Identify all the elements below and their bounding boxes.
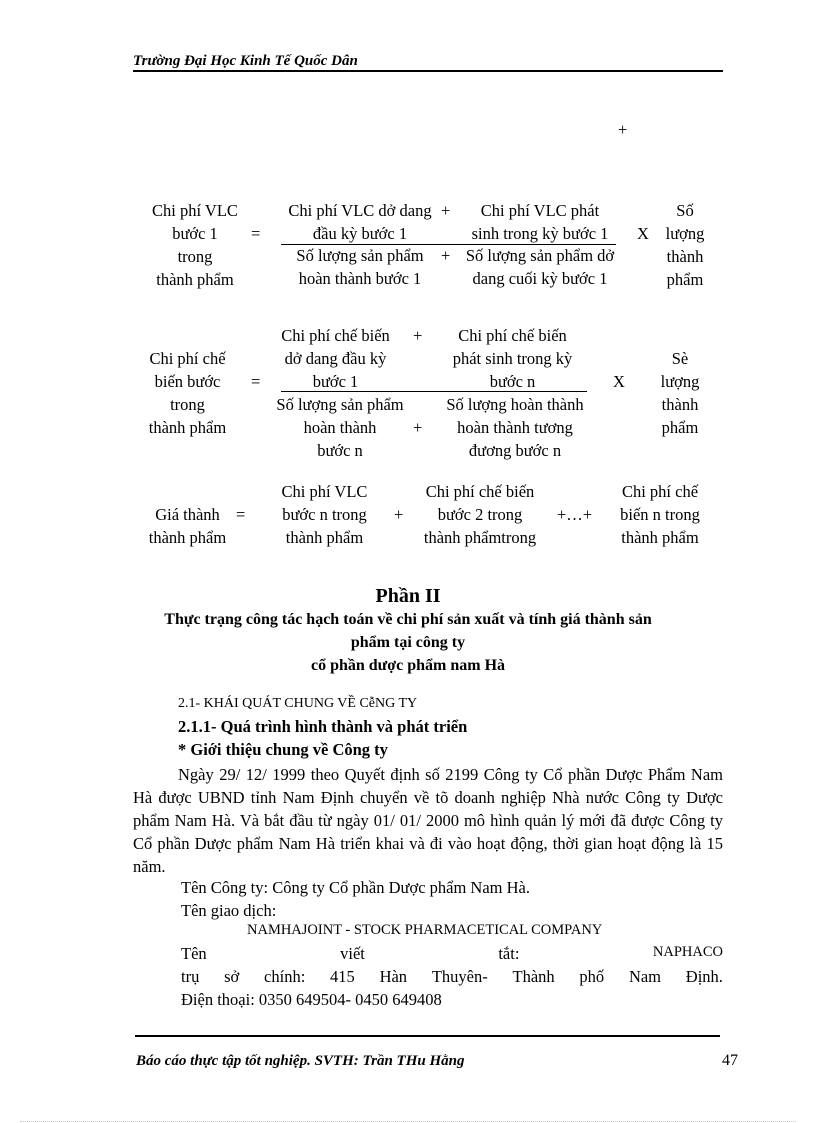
f2-lhs-line: trong <box>170 395 205 414</box>
f3-plus: + <box>394 505 404 524</box>
f2-den-a <box>265 393 415 462</box>
f3-ellipsis: +…+ <box>557 505 593 524</box>
f1-den-plus: + <box>441 246 451 265</box>
f1-num-a <box>270 199 450 245</box>
f2-lhs <box>130 347 245 439</box>
page-bottom-dotted-border <box>20 1121 796 1122</box>
f1-lhs-line: bước 1 <box>172 224 218 243</box>
f3-lhs-line: thành phẩm <box>148 528 227 547</box>
f2-den-b-line: đương bước n <box>468 441 562 460</box>
hq-word: Hàn <box>379 967 408 986</box>
f1-den-b <box>455 244 625 290</box>
hq-word: Nam <box>628 967 662 986</box>
f1-den-a <box>270 244 450 290</box>
f1-num-b <box>455 199 625 245</box>
f1-lhs-line: thành phẩm <box>156 270 234 289</box>
f2-num-a-line: bước 1 <box>312 372 359 391</box>
header-rule <box>133 70 723 72</box>
abbreviation-line <box>181 944 723 964</box>
f1-lhs-line: Chi phí VLC <box>152 201 238 220</box>
page-number: 47 <box>722 1052 738 1069</box>
hq-word: phố <box>579 967 605 986</box>
f1-lhs <box>130 199 260 291</box>
paragraph-1: Ngày 29/ 12/ 1999 theo Quyết định số 2199 Công ty Cổ phần Dược Phẩm Nam Hà được UBND tỉnh Nam Định chuyển về tõ doanh nghiệp Nhà nước Công ty Dược phẩm Nam Hà. Và bắt đầu từ ngày 01/ 01/ 2000 mô hình quản lý mới đã được Công ty Cổ phần Dược phẩm Nam Hà triển khai và đi vào hoạt động, thời gian hoạt động là 15 năm. <box>133 765 723 876</box>
hq-word: Định. <box>685 967 723 986</box>
f2-lhs-line: biến bước <box>154 372 221 391</box>
f1-equals: = <box>251 224 261 243</box>
company-name: Tên Công ty: Công ty Cổ phần Dược phẩm Nam Hà. <box>181 878 530 897</box>
f2-num-b <box>420 324 605 393</box>
abbr-value: NAPHACO <box>652 944 723 960</box>
trade-name-label: Tên giao dịch: <box>181 901 277 920</box>
f2-rhs <box>645 347 715 439</box>
part-subtitle-line-3: cổ phần dược phẩm nam Hà <box>310 657 506 674</box>
f1-num-a-line: đầu kỳ bước 1 <box>312 224 408 243</box>
f3-term-2-line: thành phẩmtrong <box>423 528 537 547</box>
f1-num-b-line: Chi phí VLC phát <box>480 201 600 220</box>
f1-rhs-line: lượng <box>665 224 705 243</box>
f1-rhs-line: thành <box>666 247 704 266</box>
f1-num-a-line: Chi phí VLC dở dang <box>288 201 432 220</box>
abbr-word: tắt: <box>498 944 520 963</box>
f2-den-a-line: bước n <box>317 441 363 460</box>
f2-num-a-line: dở dang đầu kỳ <box>284 349 387 368</box>
hq-word: 415 <box>330 967 355 986</box>
f2-den-b-line: hoàn thành tương <box>457 418 573 437</box>
f2-den-a-line: hoàn thành <box>303 418 377 437</box>
f1-lhs-line: trong <box>177 247 213 266</box>
f2-lhs-line: thành phẩm <box>148 418 227 437</box>
headquarters-line <box>181 967 723 987</box>
f2-lhs-line: Chi phí chế <box>149 349 226 368</box>
f2-num-plus: + <box>413 326 423 345</box>
f1-den-a-line: Số lượng sản phẩm <box>296 246 424 265</box>
f1-den-a-line: hoàn thành bước 1 <box>298 269 422 288</box>
f3-term-3-line: biến n trong <box>620 505 700 524</box>
phone-line: Điện thoại: 0350 649504- 0450 649408 <box>181 990 442 1009</box>
f3-term-1-line: bước n trong <box>282 505 367 524</box>
f2-num-b-line: phát sinh trong kỳ <box>452 349 573 368</box>
section-heading: 2.1- KHÁI QUÁT CHUNG VỀ CễNG TY <box>178 696 418 711</box>
f3-term-3-line: thành phẩm <box>621 528 699 547</box>
abbr-word: viết <box>340 944 365 963</box>
f3-lhs-line: Giá thành <box>155 505 220 524</box>
footer-report: Báo cáo thực tập tốt nghiệp. SVTH: Trần THu Hằng <box>136 1053 465 1069</box>
hq-word: Thành <box>512 967 555 986</box>
hq-word: trụ <box>181 967 200 986</box>
part-subtitle-line-2: phẩm tại công ty <box>350 634 466 651</box>
f2-num-b-line: Chi phí chế biến <box>458 326 567 345</box>
stray-plus: + <box>618 120 628 139</box>
f3-term-3 <box>605 480 715 549</box>
f3-term-2-line: Chi phí chế biến <box>425 482 535 501</box>
f3-term-1-line: Chi phí VLC <box>281 482 368 501</box>
f1-den-b-line: Số lượng sản phẩm dở <box>465 246 615 265</box>
trade-name-value: NAMHAJOINT - STOCK PHARMACETICAL COMPANY <box>247 922 603 938</box>
f1-times: X <box>637 224 649 243</box>
f2-equals: = <box>251 372 261 391</box>
f1-num-b-line: sinh trong kỳ bước 1 <box>471 224 609 243</box>
f3-term-1-line: thành phẩm <box>285 528 364 547</box>
f2-times: X <box>613 372 625 391</box>
part-title: Phần II <box>375 585 441 607</box>
f2-den-b <box>430 393 600 462</box>
f2-num-a <box>263 324 408 393</box>
f2-den-a-line: Số lượng sản phẩm <box>276 395 404 414</box>
f2-rhs-line: phẩm <box>661 418 699 437</box>
f1-num-plus: + <box>441 201 451 220</box>
section-intro: * Giới thiệu chung về Công ty <box>178 740 388 759</box>
f3-equals: = <box>236 505 246 524</box>
f2-fraction-bar <box>281 391 587 392</box>
section-subheading: 2.1.1- Quá trình hình thành và phát triển <box>178 717 468 736</box>
f1-den-b-line: dang cuối kỳ bước 1 <box>472 269 608 288</box>
abbr-word: Tên <box>181 944 207 963</box>
f3-term-2 <box>405 480 555 549</box>
f2-num-a-line: Chi phí chế biến <box>281 326 390 345</box>
hq-word: chính: <box>264 967 306 986</box>
f1-rhs-line: Số <box>676 201 694 220</box>
f2-rhs-line: Sè <box>671 349 689 368</box>
f1-rhs <box>650 199 720 291</box>
hq-word: Thuyên- <box>431 967 488 986</box>
f2-den-plus: + <box>413 418 423 437</box>
header-school: Trường Đại Học Kinh Tế Quốc Dân <box>133 53 358 69</box>
part-subtitle-line-1: Thực trạng công tác hạch toán về chi phí sản xuất và tính giá thành sản <box>164 611 652 628</box>
f3-term-1 <box>262 480 387 549</box>
f2-num-b-line: bước n <box>489 372 536 391</box>
f2-rhs-line: thành <box>661 395 699 414</box>
f2-rhs-line: lượng <box>660 372 700 391</box>
f2-den-b-line: Số lượng hoàn thành <box>446 395 584 414</box>
footer-rule <box>135 1035 720 1037</box>
f1-rhs-line: phẩm <box>666 270 704 289</box>
hq-word: sở <box>224 967 240 986</box>
f3-lhs <box>130 503 245 549</box>
f3-term-3-line: Chi phí chế <box>621 482 699 501</box>
f3-term-2-line: bước 2 trong <box>437 505 523 524</box>
